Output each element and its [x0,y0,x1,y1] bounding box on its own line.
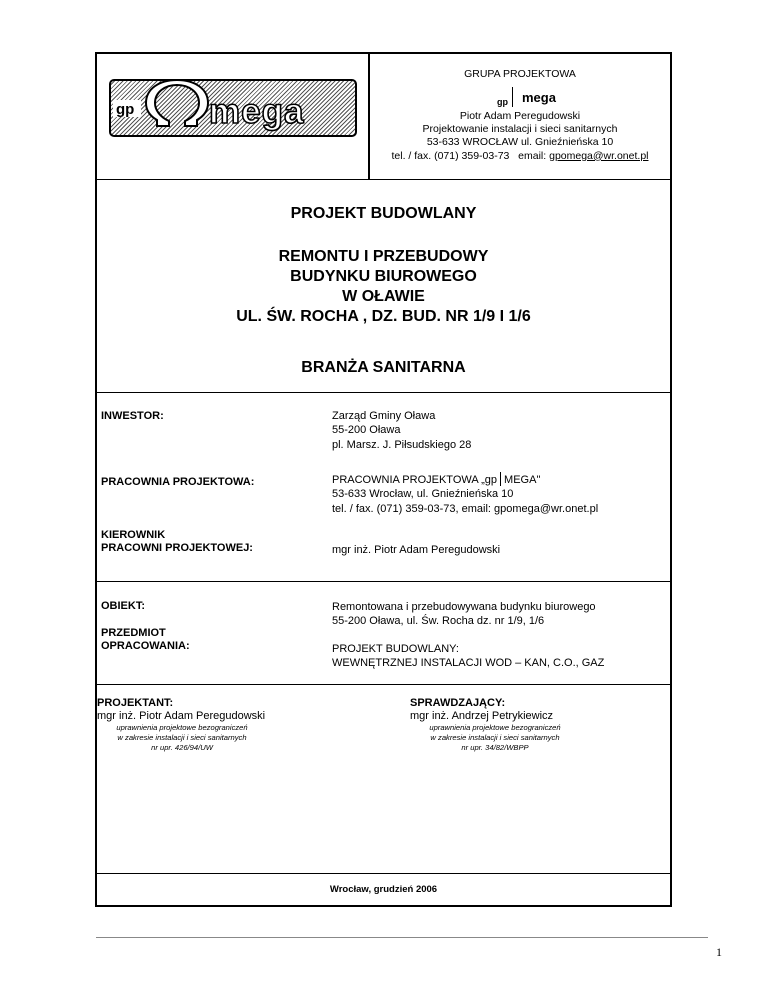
manager-label [101,529,253,555]
separator-bar [500,472,501,486]
manager-value: mgr inż. Piotr Adam Peregudowski [332,544,501,556]
header-block [97,54,670,180]
subtitle-line-2: BUDYNKU BIUROWEGO [290,268,477,285]
svg-text:gp: gp [116,101,135,118]
firm-address: 53-633 WROCŁAW ul. Gnieźnieńska 10 [426,136,614,149]
separator-bar [512,87,513,107]
investor-line: 55-200 Oława [332,424,401,437]
object-label: OBIEKT: [101,600,145,612]
divider [97,684,670,685]
checker-permission: uprawnienia projektowe bezograniczeń [429,723,561,732]
gp-text: gp [497,97,508,107]
firm-phone: tel. / fax. (071) 359-03-73 [391,149,510,162]
investor-value [332,409,471,452]
firm-activity: Projektowanie instalacji i sieci sanitarnych [422,123,618,136]
group-label: GRUPA PROJEKTOWA [464,68,576,80]
divider [97,392,670,393]
checker-signature [410,697,580,753]
studio-line: tel. / fax. (071) 359-03-73, email: gpomega@wr.onet.pl [332,502,599,515]
email-label: email: [518,149,547,162]
designer-permission: uprawnienia projektowe bezograniczeń [116,723,248,732]
designer-permission: w zakresie instalacji i sieci sanitarnych [117,733,247,742]
studio-label: PRACOWNIA PROJEKTOWA: [101,476,255,488]
manager-label-line: KIEROWNIK [101,529,166,541]
investor-line: Zarząd Gminy Oława [332,410,436,422]
studio-name [332,472,598,487]
studio-name-suffix: MEGA" [504,474,541,486]
title-block [95,52,672,907]
subtitle-line-1: REMONTU I PRZEBUDOWY [278,248,489,265]
designer-role: PROJEKTANT: [97,697,174,709]
subtitle-line-3: W OŁAWIE [342,288,425,305]
checker-name: mgr inż. Andrzej Petrykiewicz [410,710,554,722]
firm-lines [370,110,670,163]
project-subtitle [97,247,670,327]
mega-text: mega [522,90,556,105]
svg-text:mega: mega [209,92,305,131]
manager-label-line: PRACOWNI PROJEKTOWEJ: [101,542,253,554]
gp-mega-mark [370,87,670,109]
firm-contact [370,150,670,163]
owner-name: Piotr Adam Peregudowski [459,110,581,122]
object-line: Remontowana i przebudowywana budynku biurowego [332,601,596,613]
subject-label-line: OPRACOWANIA: [101,640,190,652]
subtitle-line-4: UL. ŚW. ROCHA , DZ. BUD. NR 1/9 I 1/6 [236,308,531,325]
omega-logo [109,79,357,137]
designer-signature [97,697,267,753]
page-number: 1 [716,945,722,959]
branch-title: BRANŻA SANITARNA [301,359,466,376]
place-date: Wrocław, grudzień 2006 [97,873,670,905]
logo-cell [97,54,370,179]
investor-label: INWESTOR: [101,410,164,422]
checker-role: SPRAWDZAJĄCY: [410,697,506,709]
studio-name-prefix: PRACOWNIA PROJEKTOWA „gp [332,474,498,486]
designer-name: mgr inż. Piotr Adam Peregudowski [97,710,266,722]
subject-line: PROJEKT BUDOWLANY: [332,643,459,655]
checker-permission: w zakresie instalacji i sieci sanitarnych [430,733,560,742]
studio-value [332,472,598,516]
subject-label-line: PRZEDMIOT [101,627,166,639]
studio-line: 53-633 Wrocław, ul. Gnieźnieńska 10 [332,488,514,501]
object-line: 55-200 Oława, ul. Św. Rocha dz. nr 1/9, 1/6 [332,615,545,628]
divider [97,581,670,582]
page-footer-rule [96,937,708,938]
designer-permission-number: nr upr. 426/94/UW [151,743,213,752]
subject-label [101,627,190,653]
omega-logo-graphic [111,81,355,135]
subject-value [332,642,604,671]
subject-line: WEWNĘTRZNEJ INSTALACJI WOD – KAN, C.O., GAZ [332,657,605,670]
object-value [332,600,596,629]
firm-info [370,54,670,179]
email-link[interactable]: gpomega@wr.onet.pl [549,149,649,162]
document-title: PROJEKT BUDOWLANY [290,205,477,222]
investor-line: pl. Marsz. J. Piłsudskiego 28 [332,438,472,451]
checker-permission-number: nr upr. 34/82/WBPP [461,743,529,752]
